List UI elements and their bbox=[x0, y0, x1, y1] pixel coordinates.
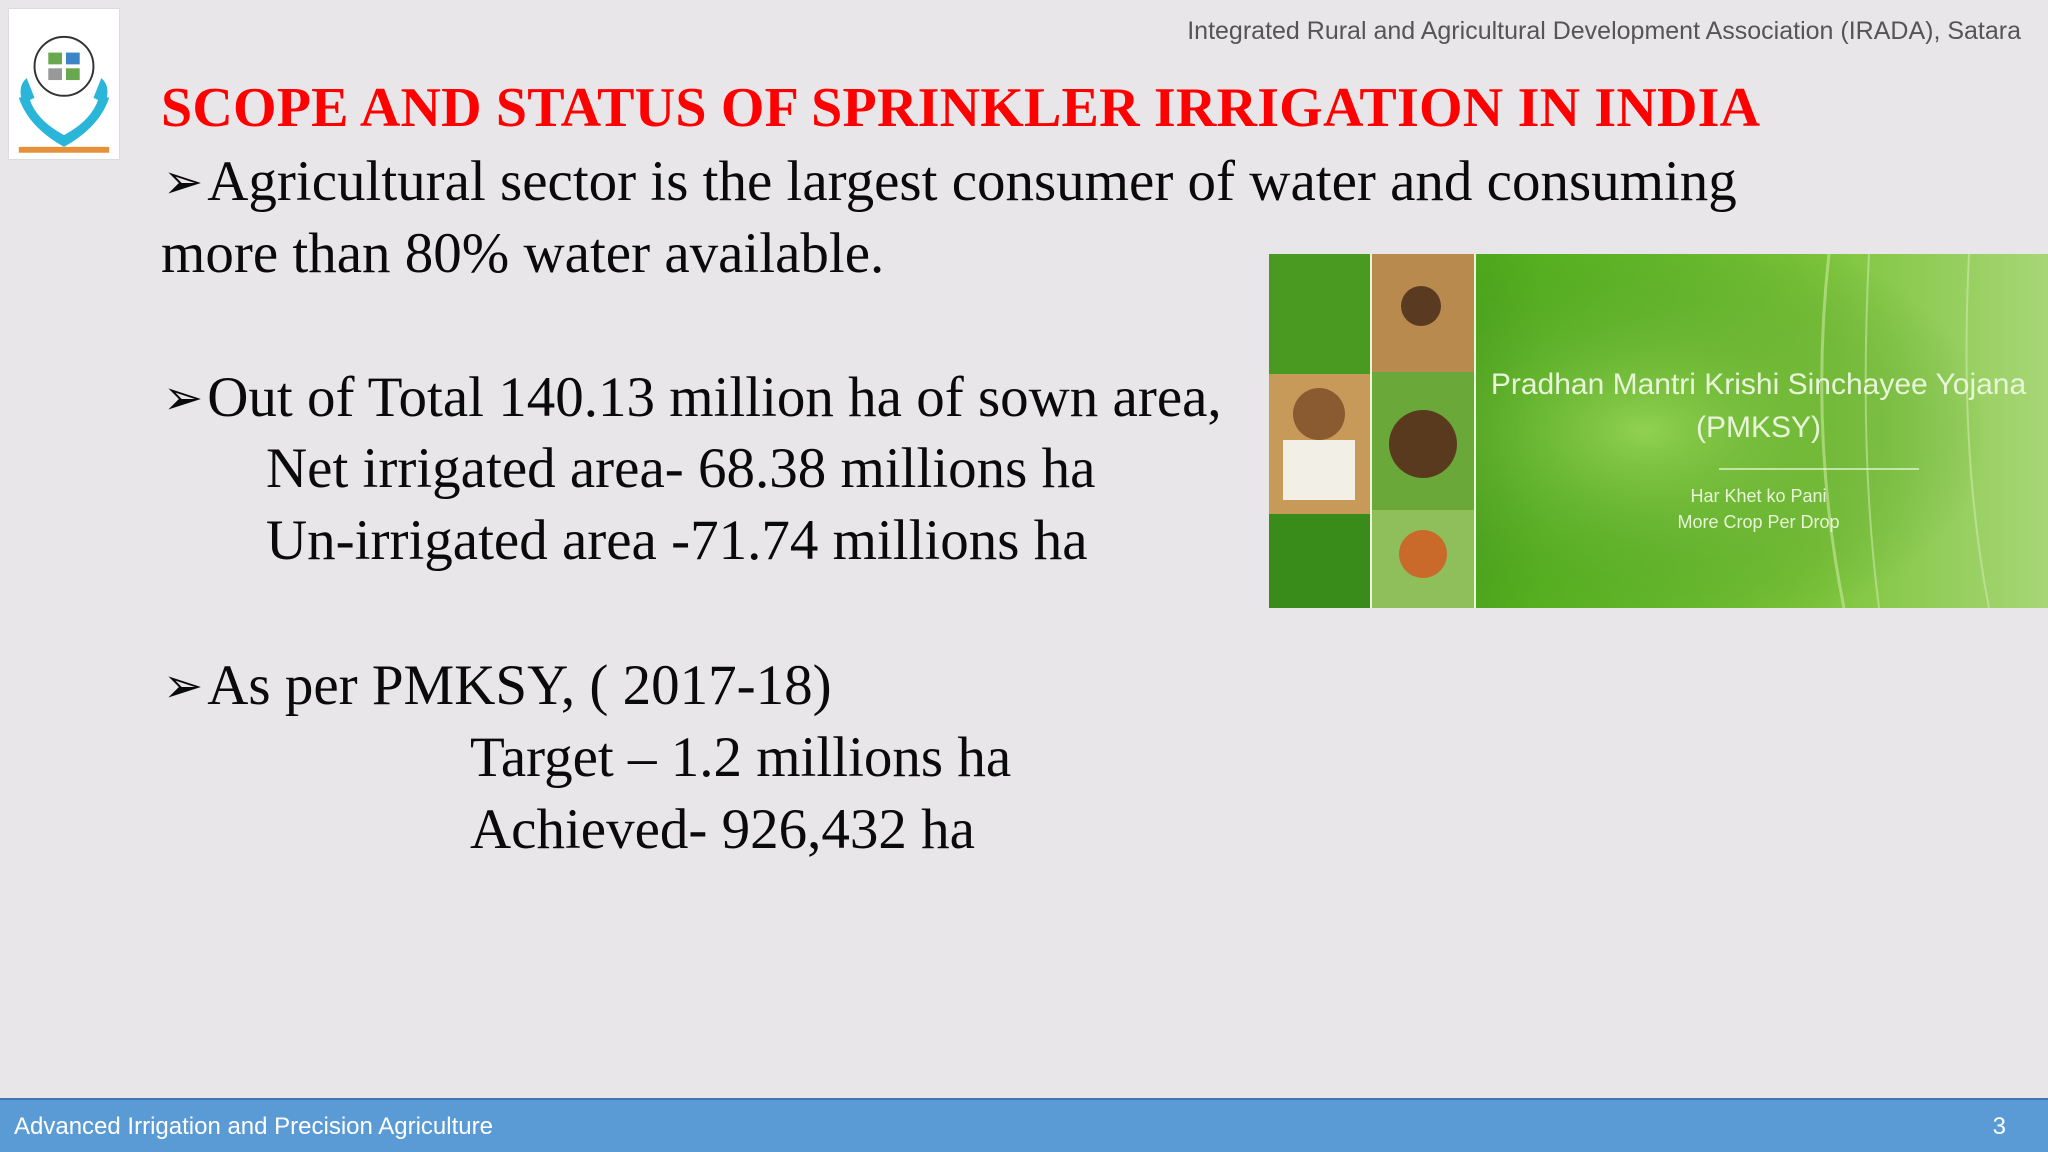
pmksy-banner-image bbox=[1269, 254, 2048, 608]
pmksy-divider bbox=[1719, 468, 1919, 470]
bullet-text: As per PMKSY, ( 2017-18) bbox=[207, 654, 832, 717]
pmksy-tagline-1: Har Khet ko Pani bbox=[1690, 486, 1827, 506]
slide-footer bbox=[0, 1098, 2048, 1152]
bullet-text: Agricultural sector is the largest consumer of water and consuming bbox=[207, 150, 1737, 213]
pmksy-title: Pradhan Mantri Krishi Sinchayee Yojana bbox=[1490, 368, 2027, 401]
pmksy-tagline-2: More Crop Per Drop bbox=[1677, 512, 1840, 532]
pmksy-acronym: (PMKSY) bbox=[1695, 411, 1821, 444]
sub-item-achieved: Achieved- 926,432 ha bbox=[470, 798, 975, 861]
slide-page-number: 3 bbox=[1992, 1113, 2006, 1140]
bullet-text: Out of Total 140.13 million ha of sown area, bbox=[207, 366, 1222, 429]
arrow-bullet-icon: ➢ bbox=[163, 370, 204, 426]
logo-graphic-icon bbox=[9, 9, 119, 159]
organization-header: Integrated Rural and Agricultural Development Association (IRADA), Satara bbox=[1187, 17, 2021, 45]
sub-item-net-irrigated: Net irrigated area- 68.38 millions ha bbox=[266, 437, 1096, 500]
sub-item-un-irrigated: Un-irrigated area -71.74 millions ha bbox=[266, 509, 1088, 572]
footer-course-title: Advanced Irrigation and Precision Agriculture bbox=[14, 1113, 493, 1140]
slide-title: SCOPE AND STATUS OF SPRINKLER IRRIGATION IN INDIA bbox=[161, 77, 1761, 139]
sub-item-target: Target – 1.2 millions ha bbox=[470, 726, 1012, 789]
bullet-continuation: more than 80% water available. bbox=[161, 222, 885, 285]
arrow-bullet-icon: ➢ bbox=[163, 658, 204, 714]
bullet-agricultural-sector bbox=[163, 146, 1737, 218]
arrow-bullet-icon: ➢ bbox=[163, 154, 204, 210]
bullet-sown-area bbox=[163, 362, 1222, 434]
bullet-pmksy bbox=[163, 650, 832, 722]
irada-logo bbox=[8, 8, 120, 160]
